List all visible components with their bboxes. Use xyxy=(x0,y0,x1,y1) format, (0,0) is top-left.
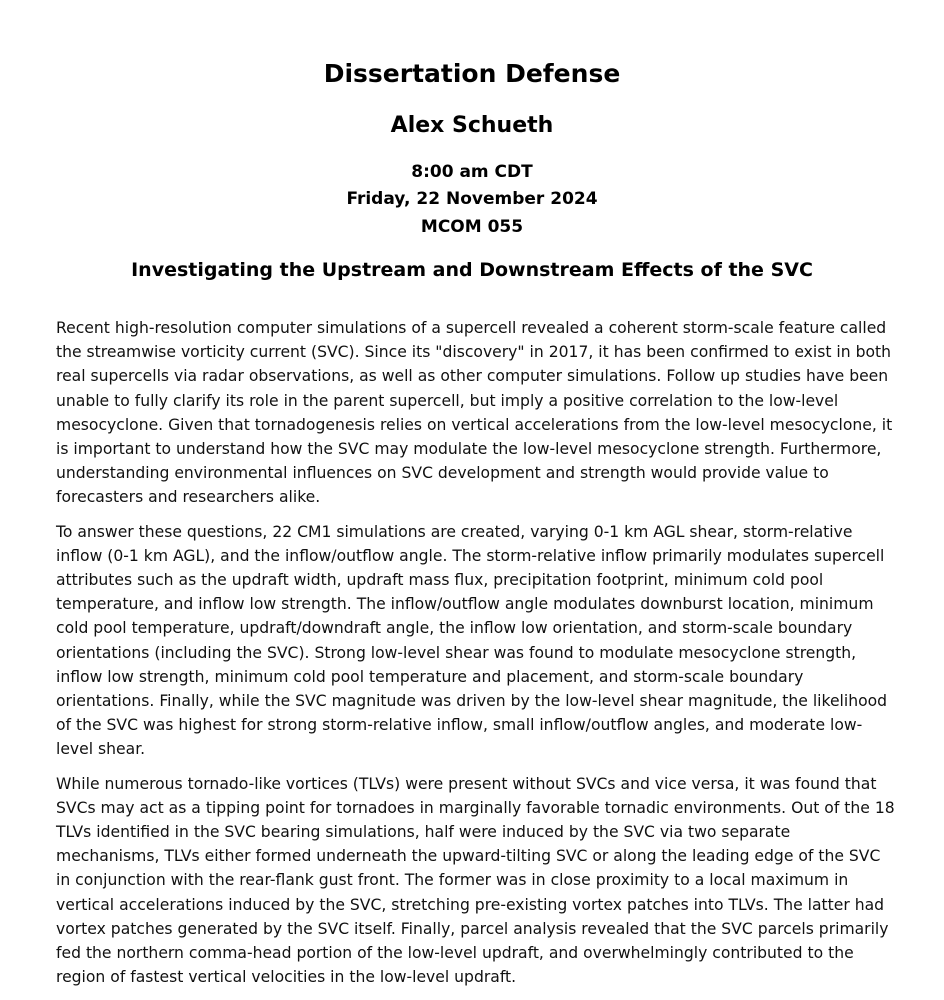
event-time: 8:00 am CDT xyxy=(411,162,533,182)
page-title: Dissertation Defense xyxy=(323,59,621,88)
abstract-paragraph-1: Recent high-resolution computer simulations of a supercell revealed a coherent storm-scale feature called the streamwise vorticity current (SVC). Since its "discovery" in 2017, it has been confirmed to exist in both real supercells via radar observations, as well as other computer simulations. Follow up studies have been unable to fully clarify its role in the parent supercell, but imply a positive correlation to the low-level mesocyclone. Given that tornadogenesis relies on vertical accelerations from the low-level mesocyclone, it is important to understand how the SVC may modulate the low-level mesocyclone strength. Furthermore, understanding environmental influences on SVC development and strength would provide value to forecasters and researchers alike. xyxy=(56,319,893,507)
event-date: Friday, 22 November 2024 xyxy=(346,189,598,209)
presenter-name: Alex Schueth xyxy=(390,113,554,138)
abstract xyxy=(56,316,896,999)
talk-title: Investigating the Upstream and Downstream Effects of the SVC xyxy=(131,259,813,281)
event-location: MCOM 055 xyxy=(420,217,524,237)
abstract-paragraph-2: To answer these questions, 22 CM1 simulations are created, varying 0-1 km AGL shear, storm-relative inflow (0-1 km AGL), and the inflow/outflow angle. The storm-relative inflow primarily modulates supercell attributes such as the updraft width, updraft mass flux, precipitation footprint, minimum cold pool temperature, and inflow low strength. The inflow/outflow angle modulates downburst location, minimum cold pool temperature, updraft/downdraft angle, the inflow low orientation, and storm-scale boundary orientations (including the SVC). Strong low-level shear was found to modulate mesocyclone strength, inflow low strength, minimum cold pool temperature and placement, and storm-scale boundary orientations. Finally, while the SVC magnitude was driven by the low-level shear magnitude, the likelihood of the SVC was highest for strong storm-relative inflow, small inflow/outflow angles, and moderate low-level shear. xyxy=(56,522,888,759)
abstract-paragraph-3: While numerous tornado-like vortices (TLVs) were present without SVCs and vice versa, it was found that SVCs may act as a tipping point for tornadoes in marginally favorable tornadic environments. Out of the 18 TLVs identified in the SVC bearing simulations, half were induced by the SVC via two separate mechanisms, TLVs either formed underneath the upward-tilting SVC or along the leading edge of the SVC in conjunction with the rear-flank gust front. The former was in close proximity to a local maximum in vertical accelerations induced by the SVC, stretching pre-existing vortex patches into TLVs. The latter had vortex patches generated by the SVC itself. Finally, parcel analysis revealed that the SVC parcels primarily fed the northern comma-head portion of the low-level updraft, and overwhelmingly contributed to the region of fastest vertical velocities in the low-level updraft. xyxy=(56,774,895,987)
